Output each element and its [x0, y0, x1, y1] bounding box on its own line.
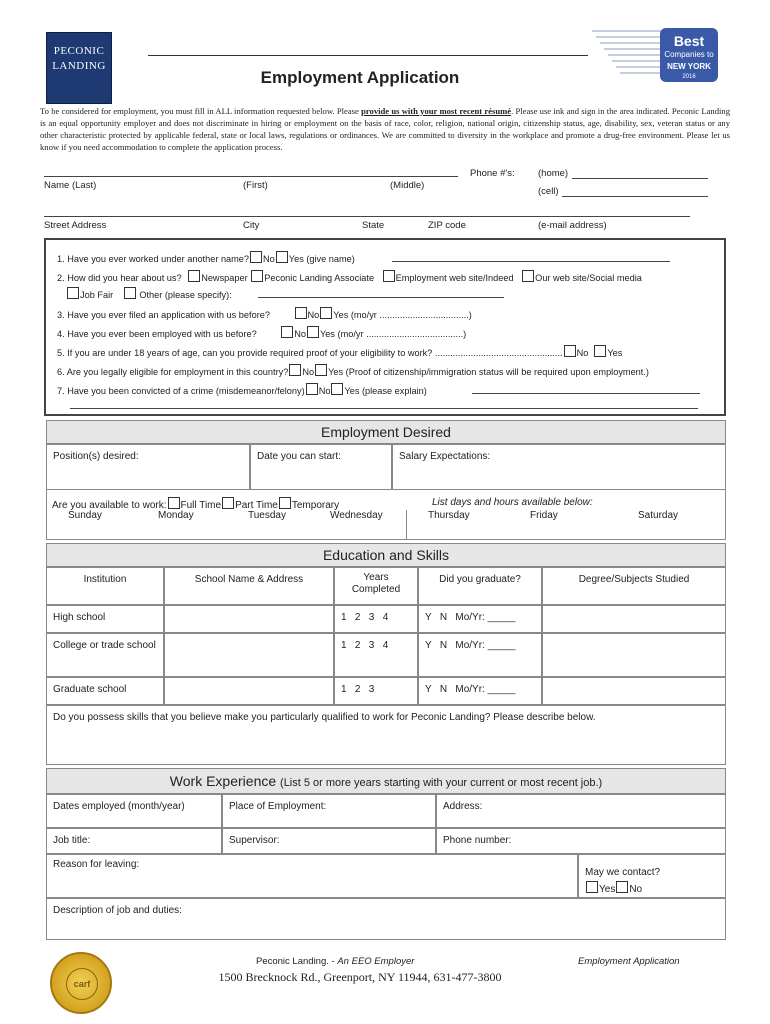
q3-yes-label: Yes (mo/yr ...................................) — [333, 310, 472, 320]
job-description-label: Description of job and duties: — [53, 905, 182, 916]
q2-associate-checkbox[interactable] — [251, 270, 263, 282]
q4-yes-label: Yes (mo/yr ......................................) — [320, 329, 467, 339]
edu-row-degree-3[interactable] — [542, 677, 726, 705]
q2-jobfair-label: Job Fair — [80, 290, 114, 300]
logo-line1: PECONIC — [53, 45, 105, 57]
q1-text: 1. Have you ever worked under another name? — [57, 254, 250, 264]
day-saturday: Saturday — [638, 510, 679, 521]
footer-employer-text: Peconic Landing. - — [256, 956, 338, 967]
edu-name-label: High school — [53, 612, 106, 623]
col-institution — [46, 567, 164, 605]
phone-label: Phone #'s: — [470, 168, 515, 179]
q7-no-label: No — [318, 386, 331, 396]
q7-yes-label: Yes (please explain) — [344, 386, 427, 396]
q3-no-checkbox[interactable] — [295, 307, 307, 319]
edu-name-label: Graduate school — [53, 684, 127, 695]
address-line[interactable] — [44, 216, 690, 217]
q5-yes-checkbox[interactable] — [594, 345, 606, 357]
job-title-field[interactable] — [46, 828, 222, 854]
intro-text-1: To be considered for employment, you must fill in ALL information requested below. Please — [40, 106, 362, 116]
day-monday: Monday — [158, 510, 194, 521]
question-3 — [57, 307, 472, 320]
availability-divider — [406, 510, 407, 540]
part-time-label: Part Time — [235, 500, 278, 511]
edu-row-school-1[interactable] — [164, 605, 334, 633]
name-last-label: Name (Last) — [44, 180, 97, 191]
q7-explain-line[interactable] — [472, 393, 700, 394]
col-completed-label: Completed — [351, 584, 401, 595]
reason-leaving-label: Reason for leaving: — [53, 859, 140, 870]
employment-desired-heading: Employment Desired — [46, 420, 726, 444]
work-phone-label: Phone number: — [443, 835, 512, 846]
q1-yes-checkbox[interactable] — [276, 251, 288, 263]
q4-yes-checkbox[interactable] — [307, 326, 319, 338]
contact-no-label: No — [629, 884, 643, 895]
name-first-label: (First) — [243, 180, 268, 191]
q7-no-checkbox[interactable] — [306, 383, 318, 395]
q6-yes-checkbox[interactable] — [315, 364, 327, 376]
phone-home-line[interactable] — [572, 178, 708, 179]
edu-row-school-2[interactable] — [164, 633, 334, 677]
q2-newspaper-label: Newspaper — [201, 273, 248, 283]
day-wednesday: Wednesday — [330, 510, 383, 521]
name-line[interactable] — [44, 176, 458, 177]
edu-row-years-3[interactable] — [334, 677, 418, 705]
contact-yes-label: Yes — [599, 884, 616, 895]
edu-grad-label: Y N Mo/Yr: _____ — [425, 640, 516, 651]
q2-other-checkbox[interactable] — [124, 287, 136, 299]
q4-text: 4. Have you ever been employed with us before? — [57, 329, 257, 339]
email-label: (e-mail address) — [538, 220, 607, 231]
place-employment-field[interactable] — [222, 794, 436, 828]
phone-cell-line[interactable] — [562, 196, 708, 197]
supervisor-field[interactable] — [222, 828, 436, 854]
intro-paragraph — [40, 105, 730, 153]
phone-home-label: (home) — [538, 168, 569, 179]
availability-label: Are you available to work: — [52, 500, 167, 511]
education-heading: Education and Skills — [46, 543, 726, 567]
q5-text: 5. If you are under 18 years of age, can you provide required proof of your eligibility to work? .................................................. — [57, 348, 563, 358]
q3-no-label: No — [307, 310, 320, 320]
q2-jobfair-checkbox[interactable] — [67, 287, 79, 299]
q2-other-line[interactable] — [258, 297, 504, 298]
start-date-field[interactable] — [250, 444, 392, 490]
col-school-label: School Name & Address — [194, 574, 304, 585]
availability-box — [46, 490, 726, 540]
place-employment-label: Place of Employment: — [229, 801, 327, 812]
q7-yes-checkbox[interactable] — [331, 383, 343, 395]
question-6 — [57, 364, 649, 377]
col-institution-label: Institution — [83, 574, 127, 585]
name-middle-label: (Middle) — [390, 180, 425, 191]
q2-website-indeed-checkbox[interactable] — [383, 270, 395, 282]
work-phone-field[interactable] — [436, 828, 726, 854]
contact-no-checkbox[interactable] — [616, 881, 628, 893]
q6-no-checkbox[interactable] — [289, 364, 301, 376]
dates-employed-label: Dates employed (month/year) — [53, 801, 185, 812]
q2-other-label: Other (please specify): — [139, 290, 232, 300]
day-sunday: Sunday — [68, 510, 102, 521]
badge-line4: 2016 — [682, 74, 696, 80]
footer-form-name: Employment Application — [578, 956, 680, 967]
day-friday: Friday — [530, 510, 558, 521]
logo-line2: LANDING — [52, 60, 106, 72]
intro-emphasis: provide us with your most recent résumé — [361, 106, 512, 116]
q6-yes-label: Yes (Proof of citizenship/immigration status will be required upon employment.) — [328, 367, 649, 377]
work-experience-heading — [46, 768, 726, 794]
q6-text: 6. Are you legally eligible for employment in this country? — [57, 367, 289, 377]
edu-years-label: 1 2 3 4 — [341, 612, 389, 623]
question-5 — [57, 345, 622, 358]
q2-text: 2. How did you hear about us? — [57, 273, 182, 283]
col-graduated — [418, 567, 542, 605]
zip-label: ZIP code — [428, 220, 466, 231]
question-4 — [57, 326, 466, 339]
salary-field[interactable] — [392, 444, 726, 490]
job-title-label: Job title: — [53, 835, 91, 846]
q2-associate-label: Peconic Landing Associate — [264, 273, 375, 283]
may-contact-label: May we contact? — [585, 867, 661, 878]
dates-employed-field[interactable] — [46, 794, 222, 828]
edu-name-label: College or trade school — [53, 640, 156, 651]
q3-yes-checkbox[interactable] — [320, 307, 332, 319]
edu-grad-label: Y N Mo/Yr: _____ — [425, 684, 516, 695]
edu-row-school-3[interactable] — [164, 677, 334, 705]
contact-yes-checkbox[interactable] — [586, 881, 598, 893]
q7-text: 7. Have you been convicted of a crime (misdemeanor/felony) — [57, 386, 305, 396]
may-contact-field — [578, 854, 726, 898]
badge-line1: Best — [673, 33, 705, 49]
edu-row-degree-2[interactable] — [542, 633, 726, 677]
q1-yes-label: Yes (give name) — [288, 254, 355, 264]
city-label: City — [243, 220, 260, 231]
q1-no-checkbox[interactable] — [250, 251, 262, 263]
temporary-label: Temporary — [291, 500, 340, 511]
edu-years-label: 1 2 3 4 — [341, 640, 389, 651]
list-days-note: List days and hours available below: — [432, 497, 593, 508]
position-desired-field[interactable] — [46, 444, 250, 490]
carf-seal-text: carf — [66, 968, 98, 1000]
badge-line3: NEW YORK — [667, 62, 711, 71]
phone-cell-label: (cell) — [538, 186, 559, 197]
start-date-label: Date you can start: — [257, 451, 341, 462]
work-address-field[interactable] — [436, 794, 726, 828]
q2-website-indeed-label: Employment web site/Indeed — [395, 273, 514, 283]
work-address-label: Address: — [443, 801, 483, 812]
footer-address: 1500 Brecknock Rd., Greenport, NY 11944, 631-477-3800 — [218, 970, 502, 984]
page-title: Employment Application — [260, 68, 460, 87]
badge-line2: Companies to — [664, 50, 714, 59]
col-degree-label: Degree/Subjects Studied — [578, 574, 690, 585]
edu-row-years-1[interactable] — [334, 605, 418, 633]
q1-name-line[interactable] — [392, 261, 670, 262]
edu-row-name-2 — [46, 633, 164, 677]
top-rule — [148, 55, 588, 56]
job-description-field[interactable] — [46, 898, 726, 940]
edu-row-grad-1[interactable] — [418, 605, 542, 633]
col-years-label: Years — [363, 572, 389, 583]
q5-no-label: No — [576, 348, 589, 358]
question-2-line2 — [66, 287, 232, 300]
footer-employer — [256, 956, 414, 967]
col-school — [164, 567, 334, 605]
edu-row-name-1 — [46, 605, 164, 633]
best-companies-badge — [592, 24, 722, 90]
q7-explain-line-2[interactable] — [70, 408, 698, 409]
day-thursday: Thursday — [428, 510, 470, 521]
q6-no-label: No — [302, 367, 315, 377]
skills-field[interactable] — [46, 705, 726, 765]
reason-leaving-field[interactable] — [46, 854, 578, 898]
edu-row-years-2[interactable] — [334, 633, 418, 677]
q2-social-checkbox[interactable] — [522, 270, 534, 282]
edu-row-grad-3[interactable] — [418, 677, 542, 705]
day-tuesday: Tuesday — [248, 510, 286, 521]
question-1 — [57, 251, 355, 264]
q1-no-label: No — [263, 254, 275, 264]
skills-question: Do you possess skills that you believe make you particularly qualified to work for Peconic Landing? Please describe below. — [53, 712, 596, 723]
question-7 — [57, 383, 427, 396]
carf-seal-icon — [50, 952, 112, 1014]
q5-no-checkbox[interactable] — [564, 345, 576, 357]
street-label: Street Address — [44, 220, 107, 231]
q2-social-label: Our web site/Social media — [535, 273, 642, 283]
full-time-label: Full Time — [180, 500, 222, 511]
work-subheading: (List 5 or more years starting with your current or most recent job.) — [280, 777, 603, 789]
q3-text: 3. Have you ever filed an application with us before? — [57, 310, 270, 320]
peconic-landing-logo — [46, 32, 112, 104]
q4-no-label: No — [294, 329, 307, 339]
edu-years-label: 1 2 3 — [341, 684, 375, 695]
q4-no-checkbox[interactable] — [281, 326, 293, 338]
q5-yes-label: Yes — [607, 348, 623, 358]
question-2 — [57, 270, 642, 283]
salary-label: Salary Expectations: — [399, 451, 491, 462]
col-degree — [542, 567, 726, 605]
footer-eeo: An EEO Employer — [337, 956, 415, 967]
col-graduated-label: Did you graduate? — [439, 574, 521, 585]
position-desired-label: Position(s) desired: — [53, 451, 139, 462]
state-label: State — [362, 220, 385, 231]
intro-text-2: . Please use ink and sign in the area indicated. Peconic Landing is an equal opportunity employer and does not discriminate in hiring or employment on the basis of race, color, religion, national origin, citizenship status, age, disability, sex, veteran status or any other characteristic protected by applicable federal, state or local laws, regulations or ordinances. We are committed to diversity in the workplace and promote a drug-free environment. Please let us know if you need accommodation to complete the application process. — [40, 106, 730, 152]
edu-row-grad-2[interactable] — [418, 633, 542, 677]
edu-row-degree-1[interactable] — [542, 605, 726, 633]
supervisor-label: Supervisor: — [229, 835, 280, 846]
col-years — [334, 567, 418, 605]
edu-row-name-3 — [46, 677, 164, 705]
work-heading-text: Work Experience — [169, 773, 277, 789]
q2-newspaper-checkbox[interactable] — [188, 270, 200, 282]
edu-grad-label: Y N Mo/Yr: _____ — [425, 612, 516, 623]
